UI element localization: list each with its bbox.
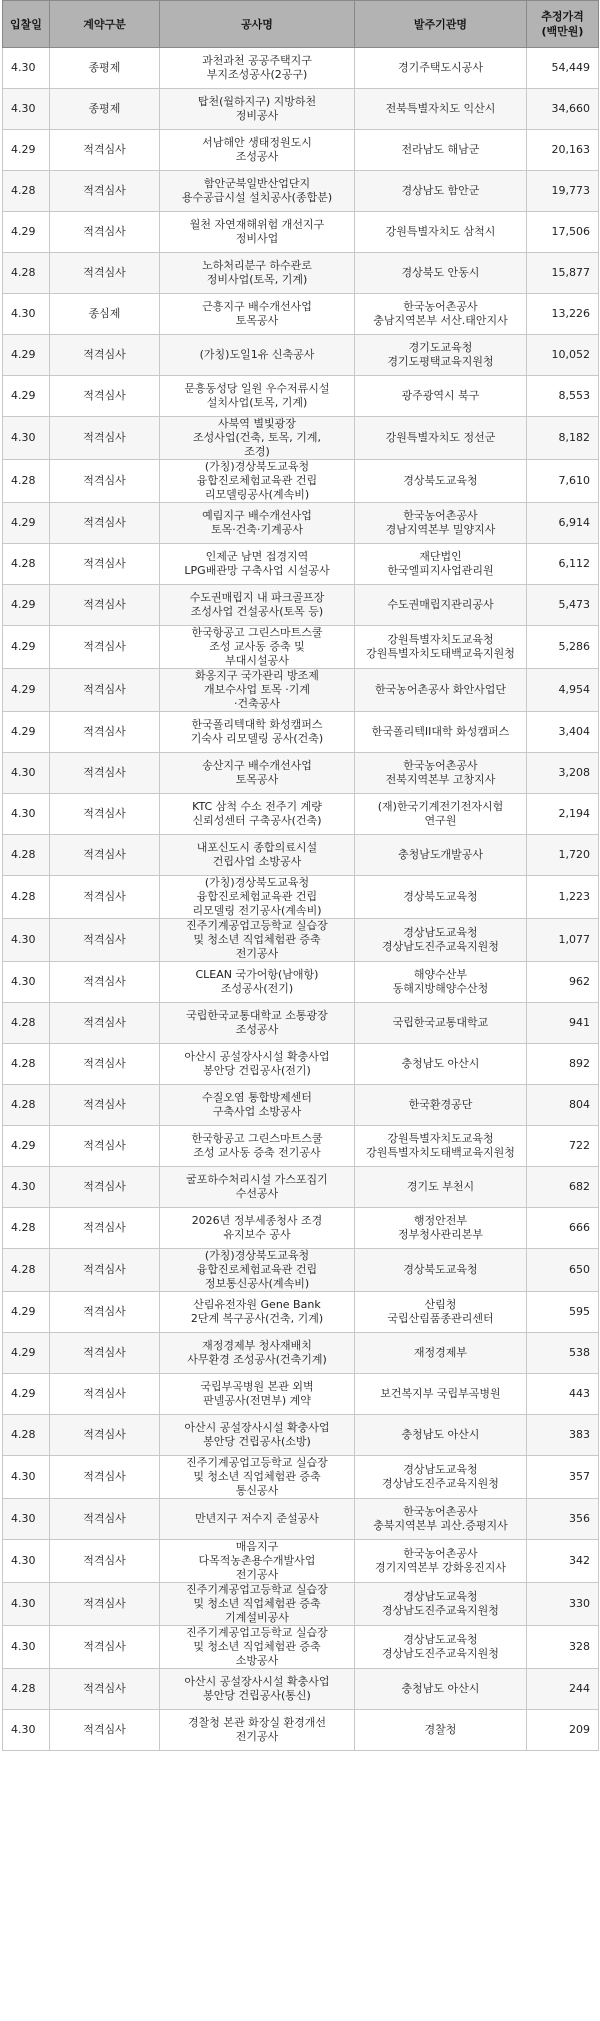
- cell-bid-date: 4.29: [3, 376, 50, 417]
- table-row: [3, 1292, 599, 1333]
- cell-agency: 경상남도 함안군: [355, 171, 527, 212]
- cell-contract-type: 적격심사: [50, 753, 160, 794]
- cell-agency: 강원특별자치도 삼척시: [355, 212, 527, 253]
- cell-agency: 전라남도 해남군: [355, 130, 527, 171]
- cell-estimated-price: 13,226: [527, 294, 599, 335]
- table-row: [3, 294, 599, 335]
- cell-contract-type: 종평제: [50, 48, 160, 89]
- cell-project-name: 산림유전자원 Gene Bank 2단계 복구공사(건축, 기계): [160, 1292, 355, 1333]
- cell-agency: 강원특별자치도 정선군: [355, 417, 527, 460]
- table-row: [3, 585, 599, 626]
- header-row: [3, 1, 599, 48]
- cell-project-name: 함안군북일반산업단지 용수공급시설 설치공사(종합분): [160, 171, 355, 212]
- cell-project-name: 매음지구 다목적농촌용수개발사업 전기공사: [160, 1540, 355, 1583]
- header-project-name: 공사명: [160, 1, 355, 48]
- cell-bid-date: 4.29: [3, 212, 50, 253]
- cell-project-name: 수질오염 통합방제센터 구축사업 소방공사: [160, 1085, 355, 1126]
- cell-agency: 한국농어촌공사 경남지역본부 밀양지사: [355, 503, 527, 544]
- table-row: [3, 460, 599, 503]
- cell-bid-date: 4.29: [3, 626, 50, 669]
- cell-contract-type: 적격심사: [50, 1208, 160, 1249]
- cell-bid-date: 4.30: [3, 294, 50, 335]
- cell-agency: 충청남도 아산시: [355, 1669, 527, 1710]
- cell-contract-type: 적격심사: [50, 212, 160, 253]
- cell-bid-date: 4.30: [3, 1540, 50, 1583]
- cell-estimated-price: 20,163: [527, 130, 599, 171]
- table-row: [3, 876, 599, 919]
- cell-estimated-price: 17,506: [527, 212, 599, 253]
- cell-bid-date: 4.28: [3, 171, 50, 212]
- table-row: [3, 753, 599, 794]
- table-row: [3, 669, 599, 712]
- cell-agency: 산림청 국립산림품종관리센터: [355, 1292, 527, 1333]
- cell-estimated-price: 1,223: [527, 876, 599, 919]
- cell-bid-date: 4.28: [3, 1669, 50, 1710]
- cell-agency: 한국농어촌공사 충북지역본부 괴산.증평지사: [355, 1499, 527, 1540]
- table-row: [3, 212, 599, 253]
- cell-agency: 재정경제부: [355, 1333, 527, 1374]
- cell-estimated-price: 2,194: [527, 794, 599, 835]
- cell-estimated-price: 34,660: [527, 89, 599, 130]
- cell-estimated-price: 722: [527, 1126, 599, 1167]
- cell-bid-date: 4.28: [3, 1208, 50, 1249]
- cell-project-name: 만년지구 저수지 준설공사: [160, 1499, 355, 1540]
- header-contract-type: 계약구분: [50, 1, 160, 48]
- cell-contract-type: 적격심사: [50, 1669, 160, 1710]
- cell-estimated-price: 15,877: [527, 253, 599, 294]
- cell-agency: 한국폴리텍II대학 화성캠퍼스: [355, 712, 527, 753]
- cell-project-name: 문흥동성당 일원 우수저류시설 설치사업(토목, 기계): [160, 376, 355, 417]
- cell-project-name: 국립한국교통대학교 소통광장 조성공사: [160, 1003, 355, 1044]
- cell-agency: 경기주택도시공사: [355, 48, 527, 89]
- cell-estimated-price: 5,286: [527, 626, 599, 669]
- cell-bid-date: 4.29: [3, 1292, 50, 1333]
- cell-agency: 경상북도교육청: [355, 1249, 527, 1292]
- cell-bid-date: 4.30: [3, 962, 50, 1003]
- cell-project-name: 근흥지구 배수개선사업 토목공사: [160, 294, 355, 335]
- cell-project-name: 노하처리분구 하수관로 정비사업(토목, 기계): [160, 253, 355, 294]
- cell-contract-type: 적격심사: [50, 1167, 160, 1208]
- cell-bid-date: 4.28: [3, 1085, 50, 1126]
- cell-agency: 경상남도교육청 경상남도진주교육지원청: [355, 1626, 527, 1669]
- table-row: [3, 1415, 599, 1456]
- cell-project-name: 아산시 공설장사시설 확충사업 봉안당 건립공사(통신): [160, 1669, 355, 1710]
- cell-bid-date: 4.30: [3, 48, 50, 89]
- table-row: [3, 376, 599, 417]
- table-row: [3, 962, 599, 1003]
- cell-agency: 국립한국교통대학교: [355, 1003, 527, 1044]
- cell-contract-type: 종심제: [50, 294, 160, 335]
- cell-agency: 경상남도교육청 경상남도진주교육지원청: [355, 1583, 527, 1626]
- cell-agency: 충청남도 아산시: [355, 1415, 527, 1456]
- cell-bid-date: 4.29: [3, 585, 50, 626]
- cell-estimated-price: 962: [527, 962, 599, 1003]
- cell-bid-date: 4.30: [3, 1456, 50, 1499]
- cell-agency: 경상북도교육청: [355, 876, 527, 919]
- cell-agency: 보건복지부 국립부곡병원: [355, 1374, 527, 1415]
- cell-contract-type: 적격심사: [50, 376, 160, 417]
- cell-agency: 경상북도교육청: [355, 460, 527, 503]
- cell-project-name: 한국폴리텍대학 화성캠퍼스 기숙사 리모델링 공사(건축): [160, 712, 355, 753]
- cell-agency: 경상남도교육청 경상남도진주교육지원청: [355, 919, 527, 962]
- header-date: 입찰일: [3, 1, 50, 48]
- table-row: [3, 335, 599, 376]
- cell-project-name: (가칭)경상북도교육청 융합진로체험교육관 건립 정보통신공사(계속비): [160, 1249, 355, 1292]
- cell-estimated-price: 892: [527, 1044, 599, 1085]
- cell-contract-type: 적격심사: [50, 1415, 160, 1456]
- table-row: [3, 1003, 599, 1044]
- cell-project-name: 예림지구 배수개선사업 토목·건축·기계공사: [160, 503, 355, 544]
- cell-project-name: 진주기계공업고등학교 실습장 및 청소년 직업체험관 증축 전기공사: [160, 919, 355, 962]
- cell-estimated-price: 356: [527, 1499, 599, 1540]
- cell-project-name: 아산시 공설장사시설 확충사업 봉안당 건립공사(소방): [160, 1415, 355, 1456]
- cell-contract-type: 적격심사: [50, 417, 160, 460]
- cell-estimated-price: 3,404: [527, 712, 599, 753]
- cell-bid-date: 4.30: [3, 794, 50, 835]
- cell-estimated-price: 7,610: [527, 460, 599, 503]
- cell-project-name: 한국항공고 그린스마트스쿨 조성 교사동 증축 및 부대시설공사: [160, 626, 355, 669]
- cell-estimated-price: 244: [527, 1669, 599, 1710]
- cell-bid-date: 4.28: [3, 1249, 50, 1292]
- cell-project-name: 인제군 남면 접경지역 LPG배관망 구축사업 시설공사: [160, 544, 355, 585]
- cell-contract-type: 적격심사: [50, 1710, 160, 1751]
- cell-agency: 경찰청: [355, 1710, 527, 1751]
- cell-project-name: 국립부곡병원 본관 외벽 판넬공사(전면부) 계약: [160, 1374, 355, 1415]
- table-row: [3, 794, 599, 835]
- table-row: [3, 712, 599, 753]
- cell-agency: 경기도교육청 경기도평택교육지원청: [355, 335, 527, 376]
- cell-agency: 재단법인 한국엘피지사업관리원: [355, 544, 527, 585]
- cell-estimated-price: 328: [527, 1626, 599, 1669]
- cell-contract-type: 적격심사: [50, 1333, 160, 1374]
- cell-agency: 강원특별자치도교육청 강원특별자치도태백교육지원청: [355, 1126, 527, 1167]
- cell-estimated-price: 650: [527, 1249, 599, 1292]
- table-row: [3, 503, 599, 544]
- cell-contract-type: 적격심사: [50, 835, 160, 876]
- cell-project-name: (가칭)경상북도교육청 융합진로체험교육관 건립 리모델링 전기공사(계속비): [160, 876, 355, 919]
- cell-bid-date: 4.30: [3, 1499, 50, 1540]
- cell-agency: 행정안전부 정부청사관리본부: [355, 1208, 527, 1249]
- header-agency: 발주기관명: [355, 1, 527, 48]
- cell-project-name: 사북역 별빛광장 조성사업(건축, 토목, 기계, 조경): [160, 417, 355, 460]
- cell-agency: 한국농어촌공사 전북지역본부 고창지사: [355, 753, 527, 794]
- table-row: [3, 1333, 599, 1374]
- cell-project-name: 과천과천 공공주택지구 부지조성공사(2공구): [160, 48, 355, 89]
- cell-project-name: 한국항공고 그린스마트스쿨 조성 교사동 증축 전기공사: [160, 1126, 355, 1167]
- cell-project-name: 탑천(월하지구) 지방하천 정비공사: [160, 89, 355, 130]
- cell-estimated-price: 6,112: [527, 544, 599, 585]
- cell-bid-date: 4.29: [3, 335, 50, 376]
- cell-estimated-price: 1,077: [527, 919, 599, 962]
- cell-contract-type: 적격심사: [50, 1249, 160, 1292]
- table-row: [3, 919, 599, 962]
- cell-project-name: 내포신도시 종합의료시설 건립사업 소방공사: [160, 835, 355, 876]
- cell-agency: 해양수산부 동해지방해양수산청: [355, 962, 527, 1003]
- cell-contract-type: 적격심사: [50, 1499, 160, 1540]
- table-row: [3, 1456, 599, 1499]
- cell-contract-type: 적격심사: [50, 712, 160, 753]
- table-row: [3, 1167, 599, 1208]
- cell-estimated-price: 666: [527, 1208, 599, 1249]
- cell-contract-type: 적격심사: [50, 1126, 160, 1167]
- table-row: [3, 1669, 599, 1710]
- cell-bid-date: 4.30: [3, 1710, 50, 1751]
- cell-bid-date: 4.28: [3, 835, 50, 876]
- cell-project-name: 진주기계공업고등학교 실습장 및 청소년 직업체험관 증축 기계설비공사: [160, 1583, 355, 1626]
- table-row: [3, 1208, 599, 1249]
- cell-contract-type: 종평제: [50, 89, 160, 130]
- cell-estimated-price: 19,773: [527, 171, 599, 212]
- cell-estimated-price: 6,914: [527, 503, 599, 544]
- cell-estimated-price: 342: [527, 1540, 599, 1583]
- cell-bid-date: 4.30: [3, 919, 50, 962]
- cell-agency: 충청남도개발공사: [355, 835, 527, 876]
- cell-contract-type: 적격심사: [50, 1374, 160, 1415]
- cell-bid-date: 4.29: [3, 130, 50, 171]
- cell-contract-type: 적격심사: [50, 1626, 160, 1669]
- cell-contract-type: 적격심사: [50, 1456, 160, 1499]
- table-header: [3, 1, 599, 48]
- table-row: [3, 1499, 599, 1540]
- cell-agency: 한국농어촌공사 화안사업단: [355, 669, 527, 712]
- cell-contract-type: 적격심사: [50, 1003, 160, 1044]
- cell-project-name: KTC 삼척 수소 전주기 계량 신뢰성센터 구축공사(건축): [160, 794, 355, 835]
- cell-bid-date: 4.30: [3, 1626, 50, 1669]
- cell-agency: 한국환경공단: [355, 1085, 527, 1126]
- table-row: [3, 130, 599, 171]
- cell-agency: (재)한국기계전기전자시험 연구원: [355, 794, 527, 835]
- cell-contract-type: 적격심사: [50, 876, 160, 919]
- cell-project-name: 서남해안 생태정원도시 조성공사: [160, 130, 355, 171]
- cell-estimated-price: 330: [527, 1583, 599, 1626]
- cell-project-name: 월천 자연재해위험 개선지구 정비사업: [160, 212, 355, 253]
- cell-estimated-price: 538: [527, 1333, 599, 1374]
- cell-contract-type: 적격심사: [50, 962, 160, 1003]
- cell-bid-date: 4.29: [3, 1126, 50, 1167]
- cell-contract-type: 적격심사: [50, 544, 160, 585]
- cell-estimated-price: 4,954: [527, 669, 599, 712]
- table-row: [3, 417, 599, 460]
- cell-contract-type: 적격심사: [50, 460, 160, 503]
- cell-bid-date: 4.30: [3, 753, 50, 794]
- table-row: [3, 253, 599, 294]
- cell-contract-type: 적격심사: [50, 1085, 160, 1126]
- cell-estimated-price: 682: [527, 1167, 599, 1208]
- cell-estimated-price: 383: [527, 1415, 599, 1456]
- cell-estimated-price: 3,208: [527, 753, 599, 794]
- cell-agency: 전북특별자치도 익산시: [355, 89, 527, 130]
- cell-bid-date: 4.28: [3, 1044, 50, 1085]
- cell-project-name: CLEAN 국가어항(남애항) 조성공사(전기): [160, 962, 355, 1003]
- cell-bid-date: 4.30: [3, 417, 50, 460]
- cell-agency: 한국농어촌공사 경기지역본부 강화옹진지사: [355, 1540, 527, 1583]
- cell-contract-type: 적격심사: [50, 1540, 160, 1583]
- cell-bid-date: 4.28: [3, 460, 50, 503]
- cell-bid-date: 4.29: [3, 712, 50, 753]
- cell-contract-type: 적격심사: [50, 794, 160, 835]
- cell-bid-date: 4.29: [3, 1333, 50, 1374]
- cell-project-name: 2026년 정부세종청사 조경 유지보수 공사: [160, 1208, 355, 1249]
- cell-estimated-price: 1,720: [527, 835, 599, 876]
- cell-project-name: 경찰청 본관 화장실 환경개선 전기공사: [160, 1710, 355, 1751]
- cell-bid-date: 4.30: [3, 1583, 50, 1626]
- table-row: [3, 48, 599, 89]
- table-body: [3, 48, 599, 1751]
- cell-contract-type: 적격심사: [50, 171, 160, 212]
- bid-table: [2, 0, 599, 1751]
- cell-estimated-price: 209: [527, 1710, 599, 1751]
- cell-bid-date: 4.28: [3, 1415, 50, 1456]
- cell-contract-type: 적격심사: [50, 669, 160, 712]
- table-row: [3, 1374, 599, 1415]
- table-row: [3, 1044, 599, 1085]
- cell-estimated-price: 804: [527, 1085, 599, 1126]
- cell-contract-type: 적격심사: [50, 1044, 160, 1085]
- cell-bid-date: 4.28: [3, 876, 50, 919]
- cell-agency: 수도권매립지관리공사: [355, 585, 527, 626]
- cell-estimated-price: 941: [527, 1003, 599, 1044]
- cell-bid-date: 4.29: [3, 669, 50, 712]
- cell-project-name: 진주기계공업고등학교 실습장 및 청소년 직업체험관 증축 소방공사: [160, 1626, 355, 1669]
- cell-agency: 한국농어촌공사 충남지역본부 서산.태안지사: [355, 294, 527, 335]
- table-row: [3, 626, 599, 669]
- cell-contract-type: 적격심사: [50, 919, 160, 962]
- table-row: [3, 1085, 599, 1126]
- cell-contract-type: 적격심사: [50, 1583, 160, 1626]
- cell-contract-type: 적격심사: [50, 626, 160, 669]
- cell-project-name: (가칭)경상북도교육청 융합진로체험교육관 건립 리모델링공사(계속비): [160, 460, 355, 503]
- cell-contract-type: 적격심사: [50, 130, 160, 171]
- cell-bid-date: 4.30: [3, 89, 50, 130]
- table-row: [3, 1626, 599, 1669]
- cell-bid-date: 4.29: [3, 1374, 50, 1415]
- cell-agency: 경기도 부천시: [355, 1167, 527, 1208]
- cell-estimated-price: 8,553: [527, 376, 599, 417]
- table-row: [3, 171, 599, 212]
- cell-estimated-price: 54,449: [527, 48, 599, 89]
- table-row: [3, 544, 599, 585]
- table-row: [3, 1540, 599, 1583]
- cell-project-name: 송산지구 배수개선사업 토목공사: [160, 753, 355, 794]
- table-row: [3, 1249, 599, 1292]
- cell-agency: 경상남도교육청 경상남도진주교육지원청: [355, 1456, 527, 1499]
- cell-bid-date: 4.30: [3, 1167, 50, 1208]
- cell-bid-date: 4.29: [3, 503, 50, 544]
- cell-project-name: 굴포하수처리시설 가스포집기 수선공사: [160, 1167, 355, 1208]
- cell-bid-date: 4.28: [3, 253, 50, 294]
- cell-bid-date: 4.28: [3, 544, 50, 585]
- cell-estimated-price: 5,473: [527, 585, 599, 626]
- cell-contract-type: 적격심사: [50, 1292, 160, 1333]
- cell-estimated-price: 443: [527, 1374, 599, 1415]
- table-row: [3, 835, 599, 876]
- table-row: [3, 1583, 599, 1626]
- cell-contract-type: 적격심사: [50, 503, 160, 544]
- cell-estimated-price: 595: [527, 1292, 599, 1333]
- cell-bid-date: 4.28: [3, 1003, 50, 1044]
- cell-project-name: 진주기계공업고등학교 실습장 및 청소년 직업체험관 증축 통신공사: [160, 1456, 355, 1499]
- cell-project-name: 화옹지구 국가관리 방조제 개보수사업 토목 ·기계 ·건축공사: [160, 669, 355, 712]
- header-estimated-price: 추정가격 (백만원): [527, 1, 599, 48]
- cell-contract-type: 적격심사: [50, 335, 160, 376]
- cell-estimated-price: 10,052: [527, 335, 599, 376]
- cell-agency: 경상북도 안동시: [355, 253, 527, 294]
- cell-project-name: 아산시 공설장사시설 확충사업 봉안당 건립공사(전기): [160, 1044, 355, 1085]
- cell-project-name: 수도권매립지 내 파크골프장 조성사업 건설공사(토목 등): [160, 585, 355, 626]
- cell-contract-type: 적격심사: [50, 585, 160, 626]
- table-row: [3, 1126, 599, 1167]
- table-row: [3, 89, 599, 130]
- cell-project-name: (가칭)도일1유 신축공사: [160, 335, 355, 376]
- cell-agency: 충청남도 아산시: [355, 1044, 527, 1085]
- cell-estimated-price: 357: [527, 1456, 599, 1499]
- cell-estimated-price: 8,182: [527, 417, 599, 460]
- table-row: [3, 1710, 599, 1751]
- cell-agency: 강원특별자치도교육청 강원특별자치도태백교육지원청: [355, 626, 527, 669]
- cell-project-name: 재정경제부 청사재배치 사무환경 조성공사(건축기계): [160, 1333, 355, 1374]
- cell-contract-type: 적격심사: [50, 253, 160, 294]
- cell-agency: 광주광역시 북구: [355, 376, 527, 417]
